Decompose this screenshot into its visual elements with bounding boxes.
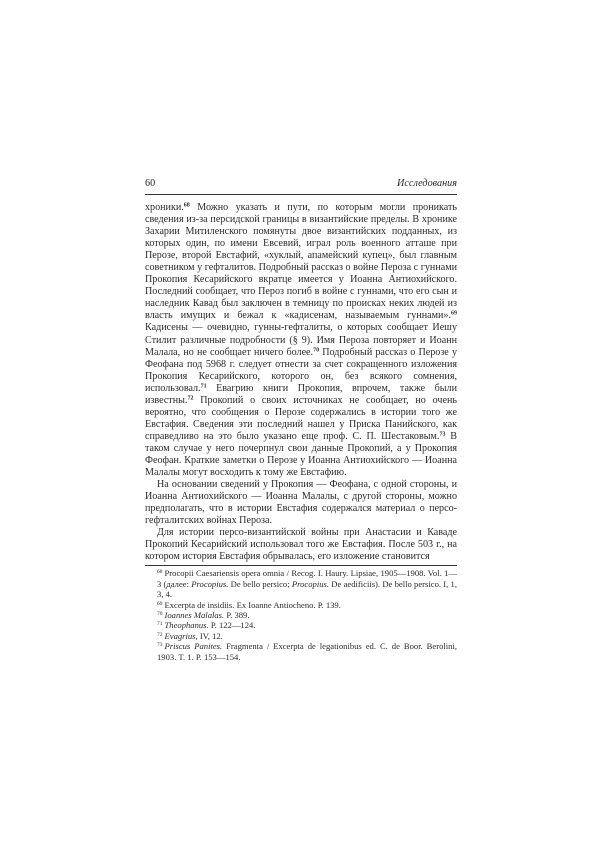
footnote-ref-68: 68 (183, 202, 190, 209)
footnote-item (145, 641, 457, 662)
text-run: Прокопий о своих источниках не сообщает, но очень вероятно, что сообщения о Перозе содержались в истории того же Евстафия. Сведения эти последний нашел у Приска Панийского, как справедливо на это было указано еще проф. С. П. Шестаковым. (145, 394, 457, 442)
running-head (145, 178, 457, 195)
footnote-text: P. 389. (224, 610, 250, 621)
paragraph-3: Для истории персо-византийской войны при Анастасии и Каваде Прокопий Кесарийский использовал того же Евстафия. После 503 г., на котором история Евстафия обрывалась, его изложение становится (145, 527, 457, 563)
footnote-text: P. 122—124. (208, 620, 256, 631)
footnote-number: 69 (157, 600, 163, 607)
footnote-italic-text: Evagrius, (164, 630, 198, 641)
footnote-item (145, 568, 457, 599)
text-run: Можно указать и пути, по которым могли проникать сведения из-за персидской границы в византийские пределы. В хронике Захарии Митиленского помянуты двое византийских подданных, из которых один, по имени Евсевий, играл роль военного атташе при Перозе, второй Евстафий, «хуклый, апамейский купец», был главным советником у гефталитов. Подробный рассказ о войне Пероза с гуннами Прокопия Кесарийского вкратце имеется у Иоанна Антиохийского. Последний сообщает, что Пероз погиб в войне с гуннами, что его сын и наследник Кавад был заключен в темницу по происках неких людей из власть имущих и бежал к «кадисенам, называемым гуннами». (145, 202, 457, 322)
footnotes (145, 568, 457, 662)
footnote-text: De aedificiis). De bello persico. I, 1, 3, 4. (157, 578, 457, 600)
footnote-number: 72 (157, 631, 163, 638)
footnote-text: Procopii Caesariensis opera omnia / Recog. I. Haury. Lipsiae, 1905—1908. Vol. 1—3 (далее: (157, 568, 457, 589)
footnote-item (145, 600, 457, 610)
footnote-number: 70 (157, 611, 163, 618)
section-title: Исследования (397, 178, 457, 189)
footnote-item (145, 610, 457, 620)
footnote-italic-text: Ioannes Malalas. (164, 610, 225, 621)
footnote-number: 68 (157, 569, 163, 576)
book-page (145, 178, 457, 662)
footnote-number: 71 (157, 621, 163, 628)
footnote-separator (145, 565, 457, 566)
footnote-text: De bello persico; (228, 578, 292, 589)
page-number: 60 (145, 178, 156, 189)
footnote-ref-70: 70 (313, 347, 320, 354)
footnote-italic-text: Procopius. (191, 578, 229, 589)
footnote-text: IV, 12. (197, 630, 223, 641)
footnote-text: Fragmenta / Excerpta de legationibus ed. C. de Boor. Berolini, 1903. T. 1. P. 153—154. (157, 641, 457, 662)
footnote-item (145, 620, 457, 630)
footnote-ref-72: 72 (187, 395, 194, 402)
footnote-text: Excerpta de insidiis. Ex Ioanne Antiocheno. P. 139. (164, 599, 341, 610)
text-run: Подробный рассказ о Перозе у Феофана под 5968 г. следует отнести за счет сокращенного изложения Прокопия Кесарийского, которого он, без всякого сомнения, использовал. (145, 346, 458, 394)
main-text (145, 202, 457, 563)
footnote-ref-69: 69 (451, 310, 457, 317)
footnote-ref-71: 71 (200, 383, 207, 390)
footnote-italic-text: Theophanus. (164, 620, 209, 631)
text-run: Евагрию книги Прокопия, впрочем, также были известны. (145, 382, 457, 406)
footnote-ref-73: 73 (439, 431, 446, 438)
footnote-italic-text: Priscus Panites. (164, 641, 223, 652)
footnote-italic-text: Procopius. (291, 578, 330, 589)
paragraph-2: На основании сведений у Прокопия — Феофана, с одной стороны, и Иоанна Антиохийского — Иоанна Малалы, с другой стороны, можно предполагать, что в истории Евстафия содержался материал о персо-гефталитских войнах Пероза. (145, 479, 457, 527)
paragraph-1 (145, 202, 457, 479)
footnote-item (145, 631, 457, 641)
text-run: хроники. (145, 202, 184, 213)
text-run: Кадисены — очевидно, гунны-гефталиты, о которых сообщает Иешу Стилит различные подробности (§ 9). Имя Пероза повторяет и Иоанн Малала, но не сообщает ничего более. (145, 322, 457, 358)
footnote-number: 73 (157, 642, 163, 649)
text-run: В таком случае у него почерпнул свои данные Прокопий, а у Прокопия Феофан. Краткие заметки о Перозе у Иоанна Антиохийского — Иоанна Малалы могут восходить к тому же Евстафию. (145, 430, 457, 479)
